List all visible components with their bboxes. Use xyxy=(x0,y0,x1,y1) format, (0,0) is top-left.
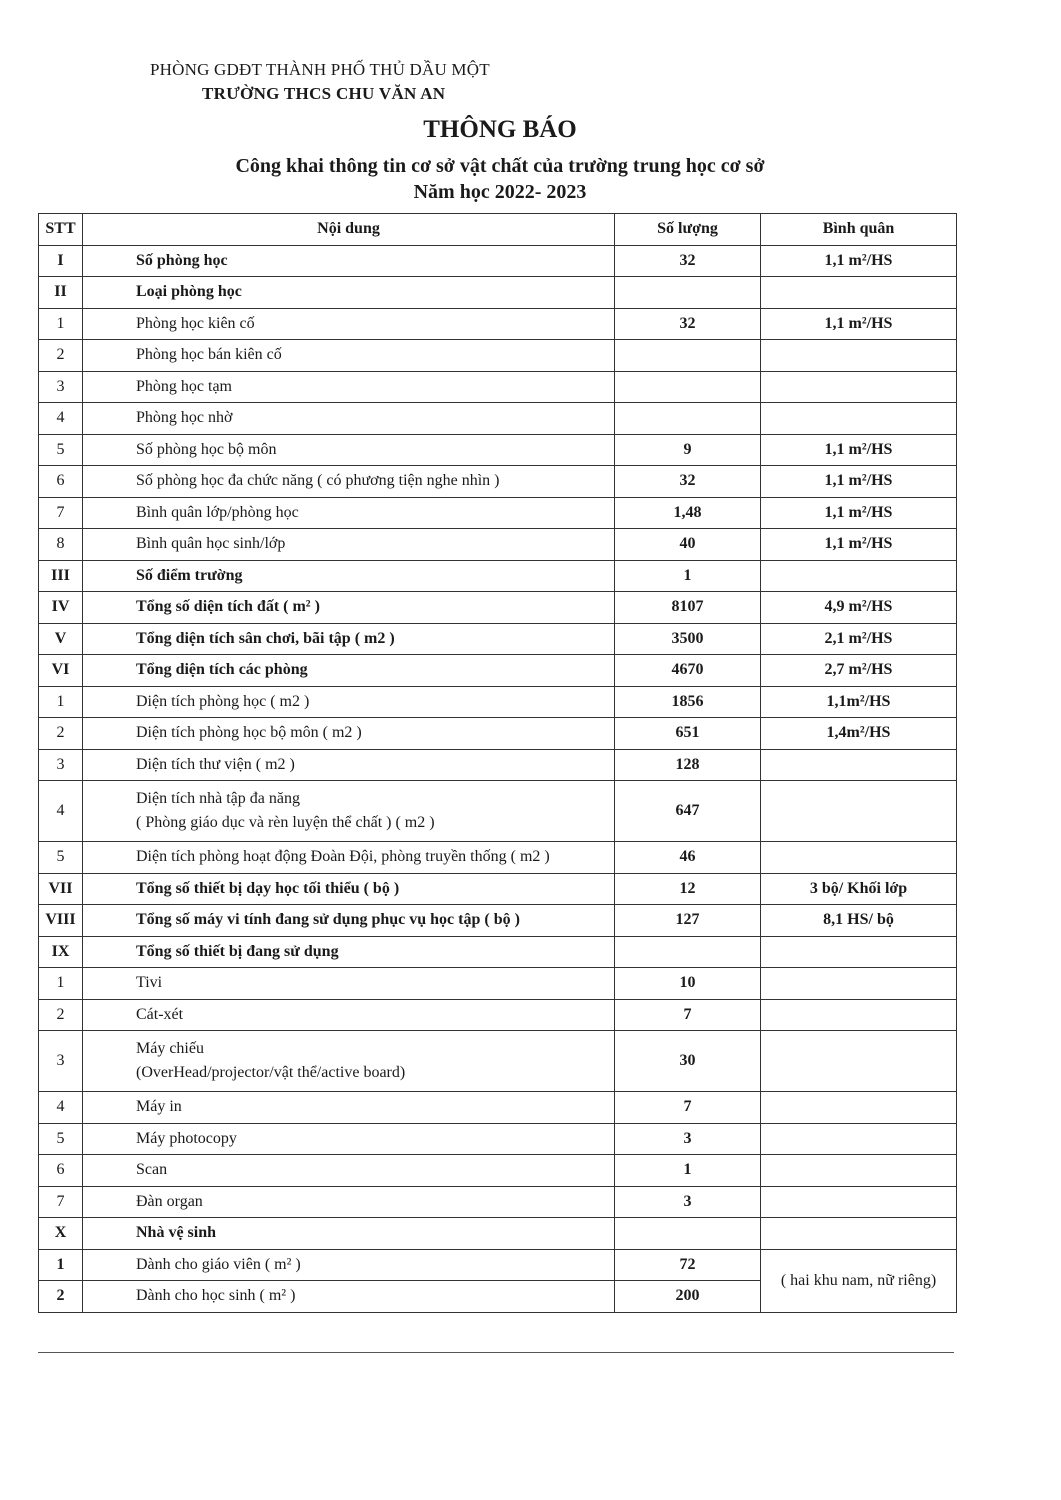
table-row xyxy=(39,1249,957,1281)
row-content: Dành cho học sinh ( m² ) xyxy=(83,1281,615,1313)
row-content: Tổng số thiết bị đang sử dụng xyxy=(83,936,615,968)
header-stt: STT xyxy=(39,214,83,246)
row-quantity: 9 xyxy=(615,434,761,466)
row-average: 1,1 m²/HS xyxy=(761,497,957,529)
row-content: Số điểm trường xyxy=(83,560,615,592)
row-average xyxy=(761,968,957,1000)
row-stt: 1 xyxy=(39,308,83,340)
table-row xyxy=(39,999,957,1031)
table-row xyxy=(39,529,957,561)
table-row xyxy=(39,560,957,592)
row-content: Phòng học kiên cố xyxy=(83,308,615,340)
row-quantity: 32 xyxy=(615,245,761,277)
row-average: 1,1 m²/HS xyxy=(761,529,957,561)
row-stt: V xyxy=(39,623,83,655)
row-average xyxy=(761,1092,957,1124)
table-header-row xyxy=(39,214,957,246)
table-row xyxy=(39,718,957,750)
row-quantity: 3 xyxy=(615,1186,761,1218)
header-average: Bình quân xyxy=(761,214,957,246)
row-content: Dành cho giáo viên ( m² ) xyxy=(83,1249,615,1281)
row-quantity: 647 xyxy=(615,781,761,842)
row-average: 1,1m²/HS xyxy=(761,686,957,718)
row-quantity xyxy=(615,936,761,968)
row-stt: VII xyxy=(39,873,83,905)
row-content: Phòng học bán kiên cố xyxy=(83,340,615,372)
row-stt: 5 xyxy=(39,842,83,874)
document-subtitle: Công khai thông tin cơ sở vật chất của trường trung học cơ sở xyxy=(235,155,765,177)
row-average-note: ( hai khu nam, nữ riêng) xyxy=(761,1249,957,1312)
table-row xyxy=(39,308,957,340)
school-year: Năm học 2022- 2023 xyxy=(413,181,587,203)
table-row xyxy=(39,781,957,842)
row-stt: IV xyxy=(39,592,83,624)
row-average: 2,1 m²/HS xyxy=(761,623,957,655)
row-content: Tivi xyxy=(83,968,615,1000)
table-row xyxy=(39,277,957,309)
row-average: 8,1 HS/ bộ xyxy=(761,905,957,937)
row-stt: III xyxy=(39,560,83,592)
row-average xyxy=(761,403,957,435)
table-row xyxy=(39,466,957,498)
document-title: THÔNG BÁO xyxy=(423,116,577,143)
row-stt: VIII xyxy=(39,905,83,937)
row-stt: 5 xyxy=(39,1123,83,1155)
table-body xyxy=(39,245,957,1312)
row-content: Máy in xyxy=(83,1092,615,1124)
row-content-line1: Máy chiếu xyxy=(136,1040,204,1057)
row-content: Phòng học tạm xyxy=(83,371,615,403)
row-average xyxy=(761,560,957,592)
row-stt: 2 xyxy=(39,718,83,750)
table-row xyxy=(39,1092,957,1124)
row-content: Số phòng học bộ môn xyxy=(83,434,615,466)
row-quantity xyxy=(615,371,761,403)
row-quantity xyxy=(615,403,761,435)
department-name: PHÒNG GDĐT THÀNH PHỐ THỦ DẦU MỘT xyxy=(150,60,490,79)
row-average xyxy=(761,1155,957,1187)
row-quantity: 4670 xyxy=(615,655,761,687)
row-content: Phòng học nhờ xyxy=(83,403,615,435)
row-stt: X xyxy=(39,1218,83,1250)
row-content-line2: ( Phòng giáo dục và rèn luyện thể chất ) ( m2 ) xyxy=(136,814,435,831)
table-row xyxy=(39,936,957,968)
row-quantity: 40 xyxy=(615,529,761,561)
row-quantity: 72 xyxy=(615,1249,761,1281)
row-quantity: 127 xyxy=(615,905,761,937)
row-content: Số phòng học đa chức năng ( có phương tiện nghe nhìn ) xyxy=(83,466,615,498)
row-content: Tổng số diện tích đất ( m² ) xyxy=(83,592,615,624)
row-content: Bình quân học sinh/lớp xyxy=(83,529,615,561)
row-average xyxy=(761,1123,957,1155)
row-quantity: 128 xyxy=(615,749,761,781)
header-content: Nội dung xyxy=(83,214,615,246)
row-content: Diện tích thư viện ( m2 ) xyxy=(83,749,615,781)
row-content-line2: (OverHead/projector/vật thể/active board) xyxy=(136,1064,406,1081)
row-average xyxy=(761,999,957,1031)
row-content: Diện tích phòng hoạt động Đoàn Đội, phòng truyền thống ( m2 ) xyxy=(83,842,615,874)
row-content: Scan xyxy=(83,1155,615,1187)
row-average xyxy=(761,749,957,781)
row-average xyxy=(761,371,957,403)
row-stt: II xyxy=(39,277,83,309)
row-stt: 2 xyxy=(39,1281,83,1313)
row-average xyxy=(761,277,957,309)
table-row xyxy=(39,403,957,435)
table-row xyxy=(39,497,957,529)
table-row xyxy=(39,1123,957,1155)
row-stt: 4 xyxy=(39,403,83,435)
row-stt: 6 xyxy=(39,466,83,498)
bottom-divider xyxy=(38,1352,954,1353)
table-row xyxy=(39,873,957,905)
row-stt: 4 xyxy=(39,781,83,842)
table-row xyxy=(39,655,957,687)
row-content: Tổng diện tích các phòng xyxy=(83,655,615,687)
row-quantity: 7 xyxy=(615,1092,761,1124)
school-name: TRƯỜNG THCS CHU VĂN AN xyxy=(202,84,446,103)
row-average: 1,4m²/HS xyxy=(761,718,957,750)
row-average: 4,9 m²/HS xyxy=(761,592,957,624)
table-row xyxy=(39,245,957,277)
row-quantity: 10 xyxy=(615,968,761,1000)
row-average xyxy=(761,781,957,842)
table-row xyxy=(39,842,957,874)
row-stt: IX xyxy=(39,936,83,968)
row-quantity: 1 xyxy=(615,560,761,592)
table-row xyxy=(39,905,957,937)
row-average xyxy=(761,340,957,372)
row-content: Tổng số máy vi tính đang sử dụng phục vụ học tập ( bộ ) xyxy=(83,905,615,937)
row-stt: 4 xyxy=(39,1092,83,1124)
row-content: Số phòng học xyxy=(83,245,615,277)
row-average: 3 bộ/ Khối lớp xyxy=(761,873,957,905)
row-quantity: 30 xyxy=(615,1031,761,1092)
row-stt: 5 xyxy=(39,434,83,466)
row-average xyxy=(761,1218,957,1250)
row-content xyxy=(83,1031,615,1092)
row-quantity: 12 xyxy=(615,873,761,905)
row-content: Diện tích phòng học bộ môn ( m2 ) xyxy=(83,718,615,750)
row-content-line1: Diện tích nhà tập đa năng xyxy=(136,790,300,807)
row-quantity: 3 xyxy=(615,1123,761,1155)
row-stt: 7 xyxy=(39,1186,83,1218)
row-stt: VI xyxy=(39,655,83,687)
row-stt: 3 xyxy=(39,749,83,781)
row-quantity xyxy=(615,340,761,372)
row-stt: 2 xyxy=(39,999,83,1031)
row-content: Máy photocopy xyxy=(83,1123,615,1155)
header-quantity: Số lượng xyxy=(615,214,761,246)
table-row xyxy=(39,340,957,372)
row-stt: 8 xyxy=(39,529,83,561)
row-content: Đàn organ xyxy=(83,1186,615,1218)
table-row xyxy=(39,1186,957,1218)
row-content: Loại phòng học xyxy=(83,277,615,309)
table-row xyxy=(39,1218,957,1250)
table-row xyxy=(39,1031,957,1092)
row-quantity: 32 xyxy=(615,466,761,498)
row-stt: I xyxy=(39,245,83,277)
table-row xyxy=(39,592,957,624)
row-average: 1,1 m²/HS xyxy=(761,308,957,340)
row-quantity: 46 xyxy=(615,842,761,874)
row-quantity: 1 xyxy=(615,1155,761,1187)
table-row xyxy=(39,968,957,1000)
table-row xyxy=(39,1155,957,1187)
row-quantity: 32 xyxy=(615,308,761,340)
table-row xyxy=(39,623,957,655)
row-content: Tổng diện tích sân chơi, bãi tập ( m2 ) xyxy=(83,623,615,655)
row-average xyxy=(761,1186,957,1218)
row-content: Tổng số thiết bị dạy học tối thiểu ( bộ ) xyxy=(83,873,615,905)
facilities-table xyxy=(38,213,957,1313)
row-quantity: 3500 xyxy=(615,623,761,655)
table-row xyxy=(39,749,957,781)
row-content: Cát-xét xyxy=(83,999,615,1031)
row-quantity: 651 xyxy=(615,718,761,750)
row-average: 2,7 m²/HS xyxy=(761,655,957,687)
row-stt: 1 xyxy=(39,968,83,1000)
row-quantity: 7 xyxy=(615,999,761,1031)
row-stt: 6 xyxy=(39,1155,83,1187)
row-quantity xyxy=(615,1218,761,1250)
table-row xyxy=(39,434,957,466)
row-content: Bình quân lớp/phòng học xyxy=(83,497,615,529)
row-stt: 7 xyxy=(39,497,83,529)
row-stt: 2 xyxy=(39,340,83,372)
table-row xyxy=(39,686,957,718)
row-stt: 1 xyxy=(39,1249,83,1281)
row-quantity: 8107 xyxy=(615,592,761,624)
row-stt: 3 xyxy=(39,1031,83,1092)
row-average xyxy=(761,842,957,874)
row-quantity: 1,48 xyxy=(615,497,761,529)
row-quantity: 200 xyxy=(615,1281,761,1313)
row-quantity: 1856 xyxy=(615,686,761,718)
row-content: Diện tích phòng học ( m2 ) xyxy=(83,686,615,718)
table-row xyxy=(39,371,957,403)
row-quantity xyxy=(615,277,761,309)
row-average: 1,1 m²/HS xyxy=(761,466,957,498)
row-average: 1,1 m²/HS xyxy=(761,434,957,466)
row-stt: 1 xyxy=(39,686,83,718)
row-average: 1,1 m²/HS xyxy=(761,245,957,277)
row-stt: 3 xyxy=(39,371,83,403)
row-average xyxy=(761,936,957,968)
row-content xyxy=(83,781,615,842)
row-content: Nhà vệ sinh xyxy=(83,1218,615,1250)
row-average xyxy=(761,1031,957,1092)
